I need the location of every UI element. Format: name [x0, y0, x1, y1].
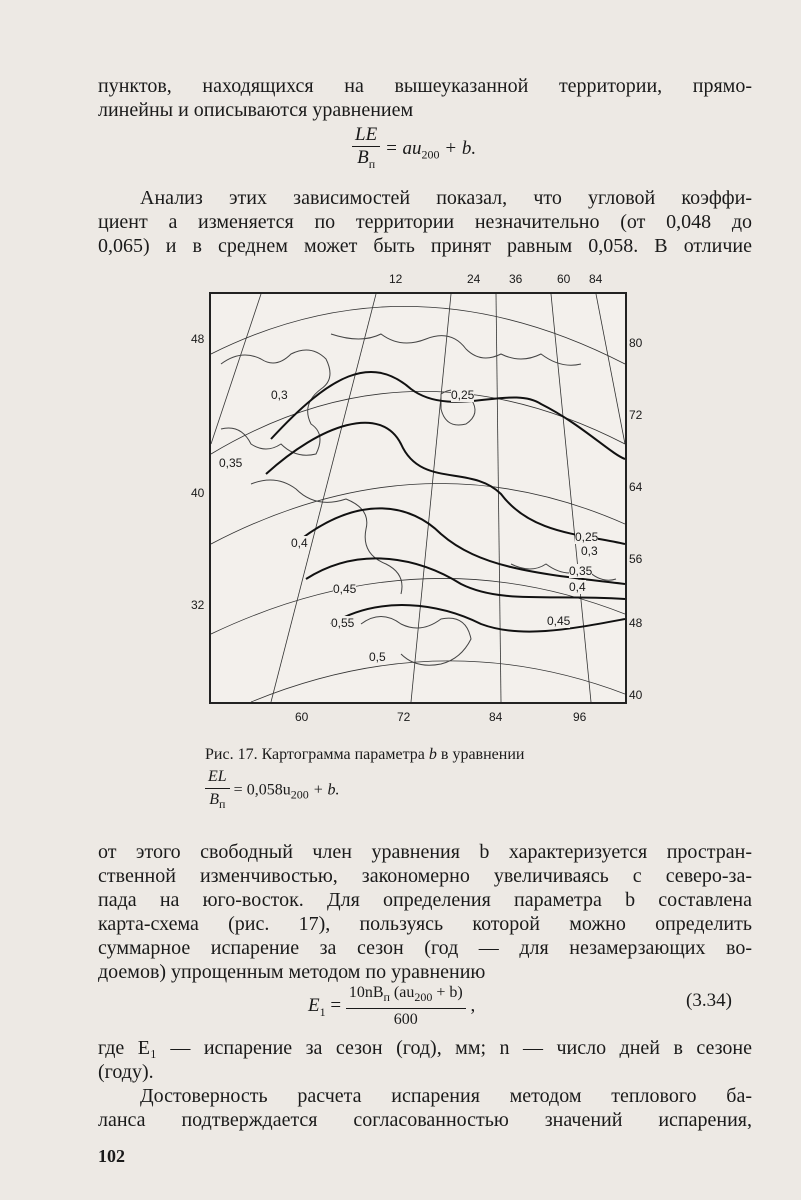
figure-caption	[205, 746, 524, 764]
text-line: (году).	[98, 1061, 154, 1083]
tick-label-top: 36	[509, 272, 523, 286]
equation-3-34: $E_1$ = $\frac{10nB_п (au_{200} + b)}{600}$ ,	[308, 982, 475, 1031]
text-line: карта-схема (рис. 17), пользуясь которой можно определить	[98, 913, 752, 935]
text-line: пада на юго-восток. Для определения параметра b составлена	[98, 889, 752, 911]
tick-label-right: 80	[629, 336, 643, 350]
contour-label: 0,4	[291, 536, 308, 550]
contour-label: 0,35	[219, 456, 243, 470]
tick-label-right: 40	[629, 688, 643, 702]
caption-rhs-tail: + b.	[308, 781, 340, 799]
contour-line	[271, 372, 625, 459]
contour-label: 0,25	[451, 388, 475, 402]
meridian-line	[551, 294, 591, 702]
caption-denominator-sub: п	[219, 797, 226, 812]
text-line: доемов) упрощенным методом по уравнению	[98, 961, 486, 983]
coastline	[331, 334, 581, 365]
eq2-lhs-sub: 1	[319, 1004, 326, 1019]
caption-param: b	[428, 746, 437, 763]
map-frame	[209, 292, 627, 704]
eq2-numerator-tail2: + b)	[432, 984, 463, 1001]
caption-numerator: EL	[208, 768, 227, 785]
tick-label-bottom: 72	[397, 710, 411, 724]
eq1-denominator-sub: п	[368, 156, 376, 171]
parallel-line	[251, 661, 625, 702]
figure-17-map	[183, 264, 643, 734]
eq1-denominator: B	[357, 147, 369, 168]
meridian-line	[596, 294, 625, 444]
tick-label-bottom: 84	[489, 710, 503, 724]
caption-text: Картограмма параметра	[261, 746, 425, 763]
equation-number: (3.34)	[686, 990, 732, 1011]
text-line: от этого свободный член уравнения b характеризуется простран-	[98, 841, 752, 863]
contour-label: 0,5	[369, 650, 386, 664]
equation-1	[352, 124, 476, 175]
contour-label: 0,55	[331, 616, 355, 630]
text-line: пунктов, находящихся на вышеуказанной территории, прямо-	[98, 75, 752, 97]
contour-label: 0,45	[333, 582, 357, 596]
contour-label: 0,25	[575, 530, 599, 544]
contour-label: 0,45	[547, 614, 571, 628]
page-number: 102	[98, 1146, 125, 1166]
tick-label-bottom: 96	[573, 710, 587, 724]
eq1-rhs-sub: 200	[421, 147, 440, 162]
eq2-lhs: E	[308, 994, 320, 1016]
meridian-line	[211, 294, 261, 444]
caption-rhs: = 0,058u	[233, 781, 291, 799]
contour-label: 0,3	[581, 544, 598, 558]
eq2-numerator: 10nB	[348, 984, 384, 1001]
tick-label-left: 32	[191, 598, 205, 612]
tick-label-left: 48	[191, 332, 205, 346]
parallel-line	[211, 306, 625, 364]
text-line: линейны и описываются уравнением	[98, 99, 414, 121]
coastline	[511, 564, 616, 580]
eq1-numerator: LE	[355, 124, 378, 145]
contour-label: 0,3	[271, 388, 288, 402]
meridian-line	[411, 294, 451, 702]
text-line: 0,065) и в среднем может быть принят равным 0,058. В отличие	[98, 235, 752, 257]
caption-formula	[205, 766, 340, 815]
contour-line	[331, 605, 625, 632]
caption-rhs-sub: 200	[290, 787, 309, 802]
tick-label-left: 40	[191, 486, 205, 500]
caption-tail: в уравнении	[440, 746, 525, 763]
text-line: циент a изменяется по территории незначительно (от 0,048 до	[98, 211, 752, 233]
text-line: Анализ этих зависимостей показал, что угловой коэффи-	[140, 187, 752, 209]
map-drawing	[211, 294, 625, 702]
text-line: ланса подтверждается согласованностью значений испарения,	[98, 1109, 752, 1131]
text-line: суммарное испарение за сезон (год — для незамерзающих во-	[98, 937, 752, 959]
tick-label-top: 24	[467, 272, 481, 286]
eq2-numerator-sub2: 200	[414, 990, 433, 1005]
parallel-line	[211, 484, 625, 545]
coastline	[251, 480, 402, 594]
tick-label-right: 64	[629, 480, 643, 494]
text-line: ственной изменчивостью, закономерно увеличиваясь с северо-за-	[98, 865, 752, 887]
text-line: где E₁ — испарение за сезон (год), мм; n — число дней в сезоне	[98, 1037, 752, 1059]
tick-label-bottom: 60	[295, 710, 309, 724]
eq2-denominator: 600	[393, 1011, 418, 1029]
eq2-numerator-tail: (au	[389, 984, 415, 1001]
text-line: Достоверность расчета испарения методом теплового ба-	[140, 1085, 752, 1107]
eq1-rhs-tail: + b.	[439, 137, 477, 159]
eq1-rhs: = au	[384, 137, 422, 159]
tick-label-top: 84	[589, 272, 603, 286]
tick-label-right: 72	[629, 408, 643, 422]
caption-denominator: B	[209, 791, 220, 808]
meridian-line	[271, 294, 376, 702]
contour-label: 0,35	[569, 564, 593, 578]
tick-label-top: 12	[389, 272, 403, 286]
tick-label-top: 60	[557, 272, 571, 286]
eq2-numerator-sub: п	[383, 990, 390, 1005]
contour-label: 0,4	[569, 580, 586, 594]
tick-label-right: 56	[629, 552, 643, 566]
caption-prefix: Рис. 17.	[205, 746, 258, 763]
tick-label-right: 48	[629, 616, 643, 630]
